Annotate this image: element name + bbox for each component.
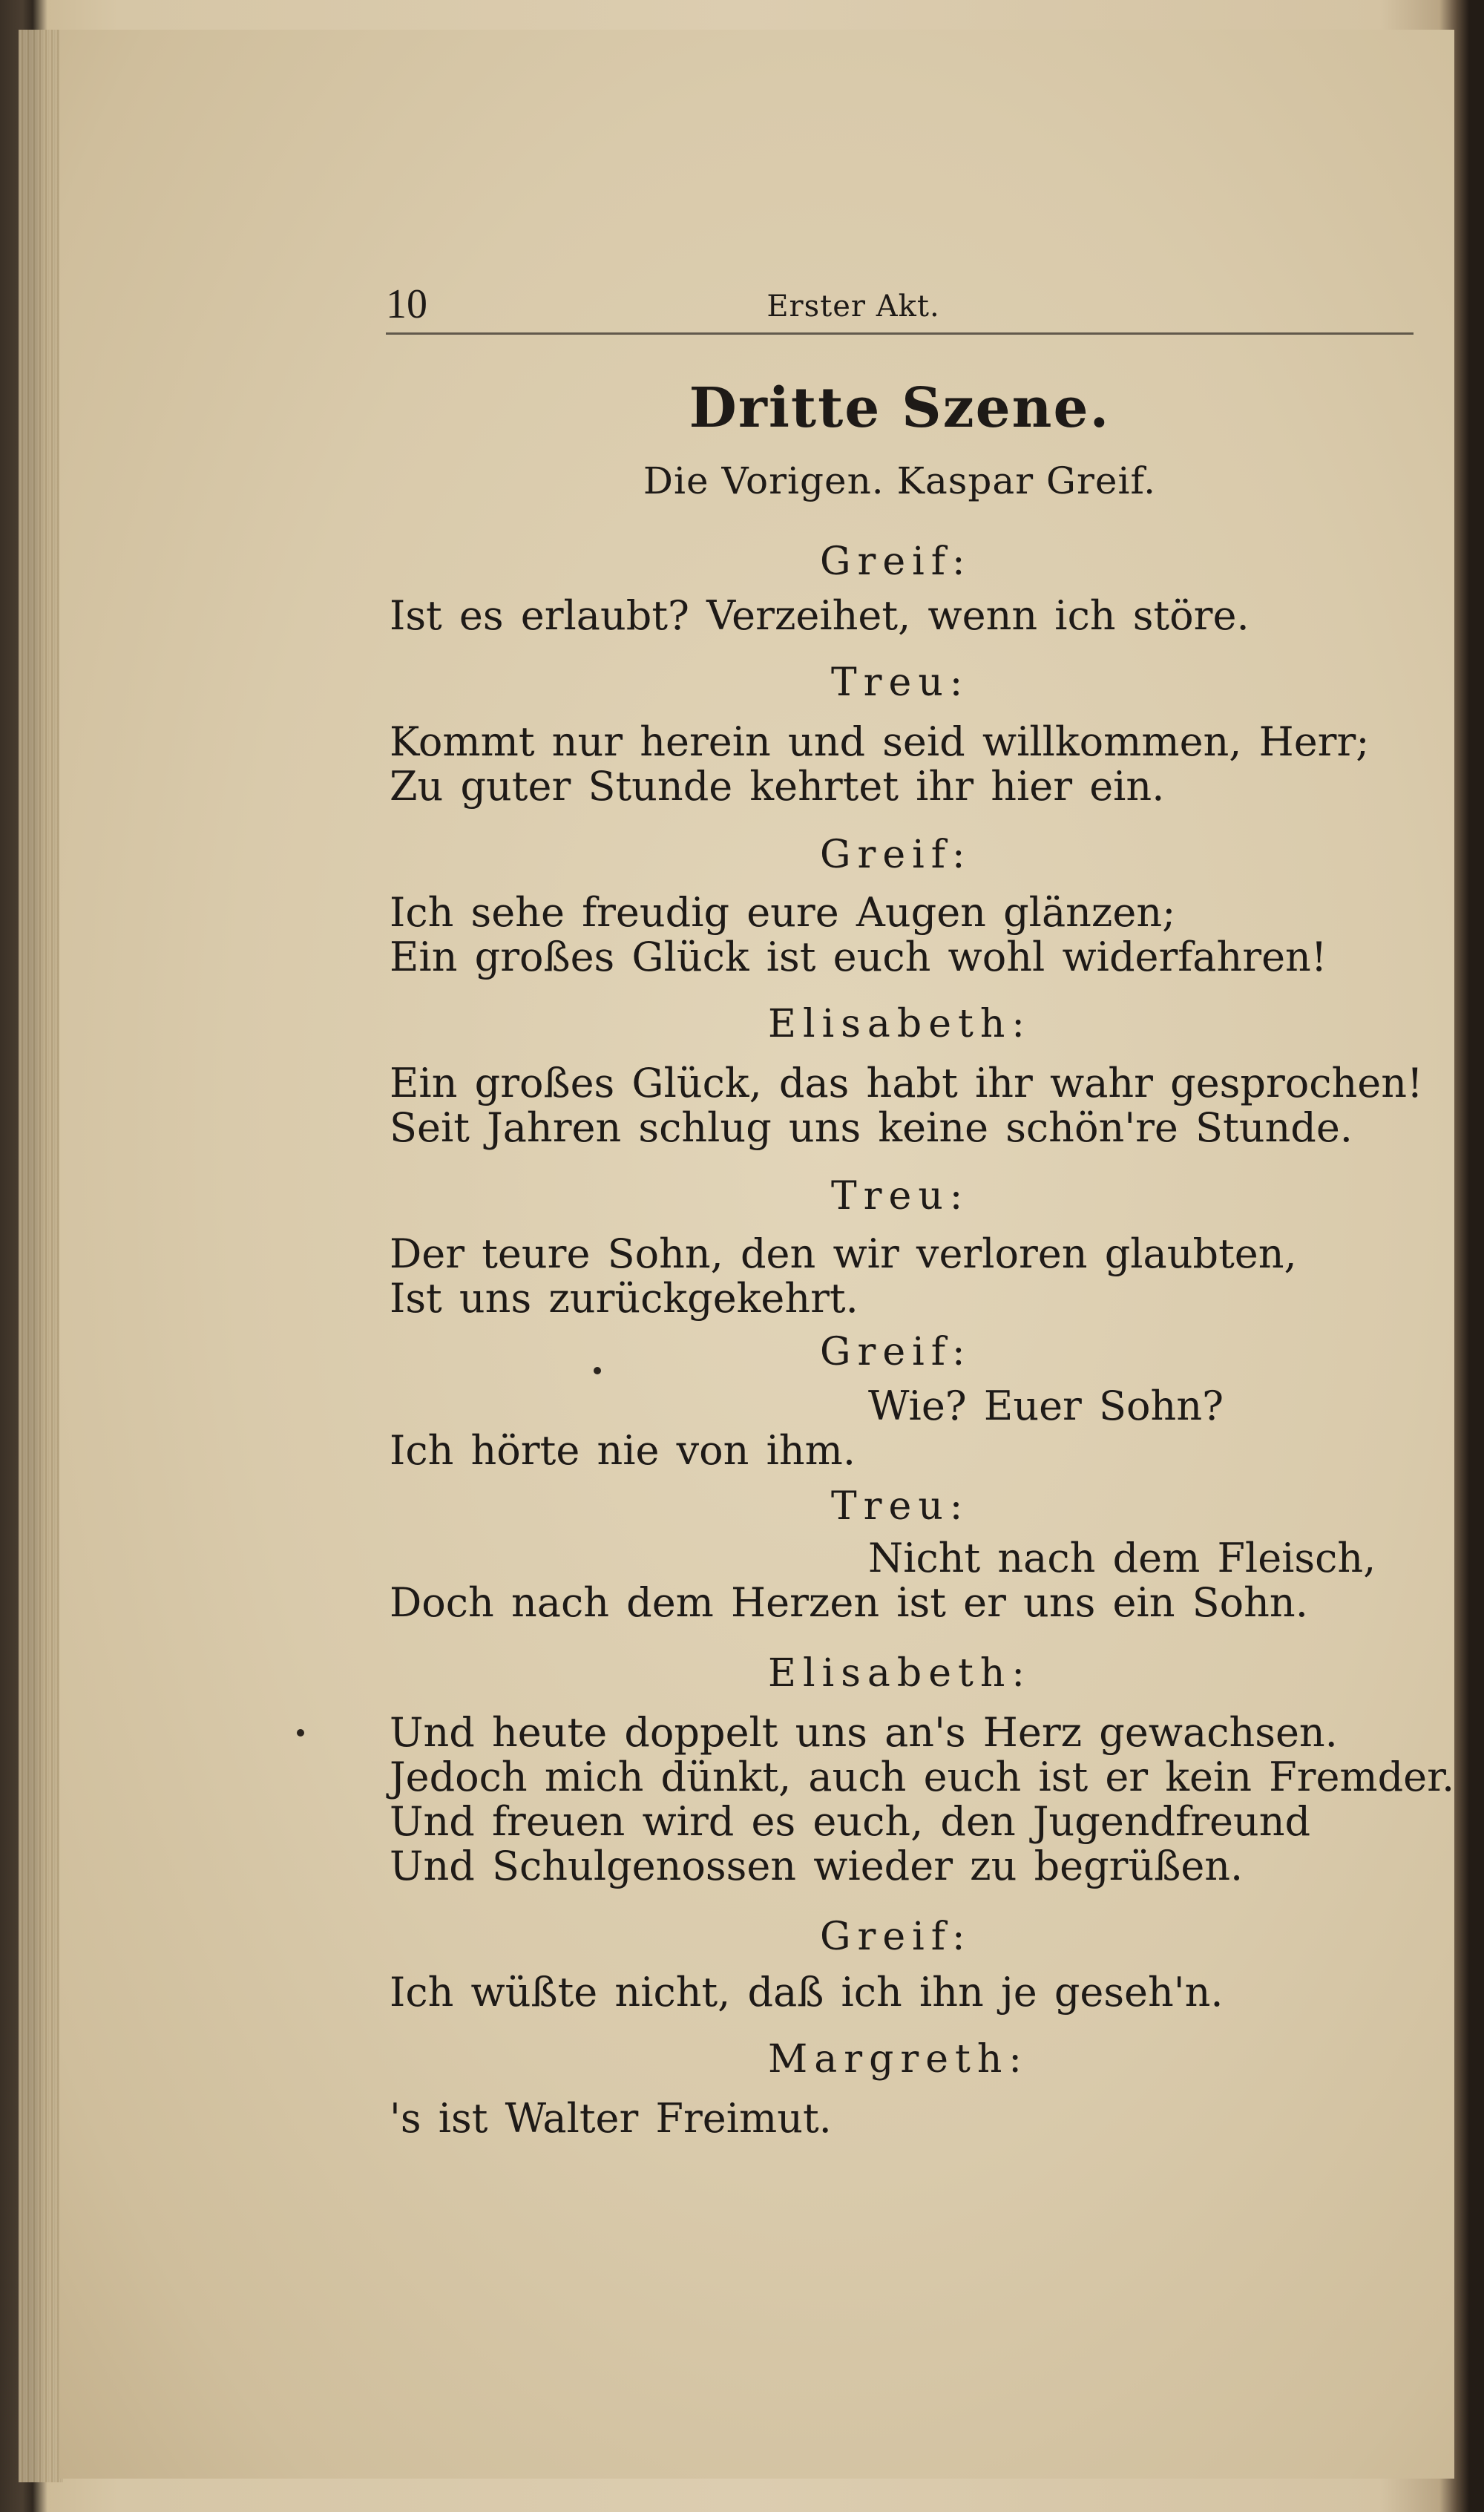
speaker-label: Treu: [831,1174,970,1219]
verse-line: Jedoch mich dünkt, auch euch ist er kein Fremder. [390,1754,1455,1800]
verse-line: 's ist Walter Freimut. [390,2095,832,2142]
verse-line: Ein großes Glück ist euch wohl widerfahren! [390,934,1327,980]
header-rule [386,332,1414,335]
verse-line: Ich hörte nie von ihm. [390,1427,856,1474]
verse-line: Und freuen wird es euch, den Jugendfreund [390,1798,1311,1845]
verse-line: Doch nach dem Herzen ist er uns ein Sohn. [390,1579,1308,1626]
verse-line: Ein großes Glück, das habt ihr wahr gesprochen! [390,1060,1423,1106]
cast-list: Die Vorigen. Kaspar Greif. [643,459,1157,502]
speaker-label: Elisabeth: [768,1651,1031,1696]
page-number: 10 [386,281,427,327]
verse-line: Nicht nach dem Fleisch, [868,1535,1376,1581]
verse-line: Ich sehe freudig eure Augen glänzen; [390,889,1176,936]
verse-line: Wie? Euer Sohn? [868,1383,1224,1429]
verse-line: Und heute doppelt uns an's Herz gewachsen. [390,1709,1338,1756]
verse-line: Seit Jahren schlug uns keine schön're Stunde. [390,1104,1353,1151]
verse-line: Zu guter Stunde kehrtet ihr hier ein. [390,763,1165,810]
speaker-label: Greif: [820,540,972,584]
speaker-label: Elisabeth: [768,1002,1031,1046]
speaker-label: Greif: [820,1330,972,1374]
ink-speck [594,1367,601,1374]
verse-line: Ist es erlaubt? Verzeihet, wenn ich störe. [390,592,1250,639]
speaker-label: Greif: [820,1915,972,1959]
speaker-label: Treu: [831,660,970,705]
verse-line: Der teure Sohn, den wir verloren glaubten, [390,1230,1297,1277]
ink-speck [297,1729,304,1737]
speaker-label: Greif: [820,833,972,877]
speaker-label: Margreth: [768,2037,1028,2082]
scene-title: Dritte Szene. [689,376,1111,440]
verse-line: Ist uns zurückgekehrt. [390,1275,858,1322]
verse-line: Und Schulgenossen wieder zu begrüßen. [390,1843,1244,1889]
speaker-label: Treu: [831,1484,970,1529]
verse-line: Ich wüßte nicht, daß ich ihn je geseh'n. [390,1969,1224,2016]
running-head: Erster Akt. [766,289,940,324]
page-header [386,278,1414,330]
verse-line: Kommt nur herein und seid willkommen, Herr; [390,718,1370,765]
